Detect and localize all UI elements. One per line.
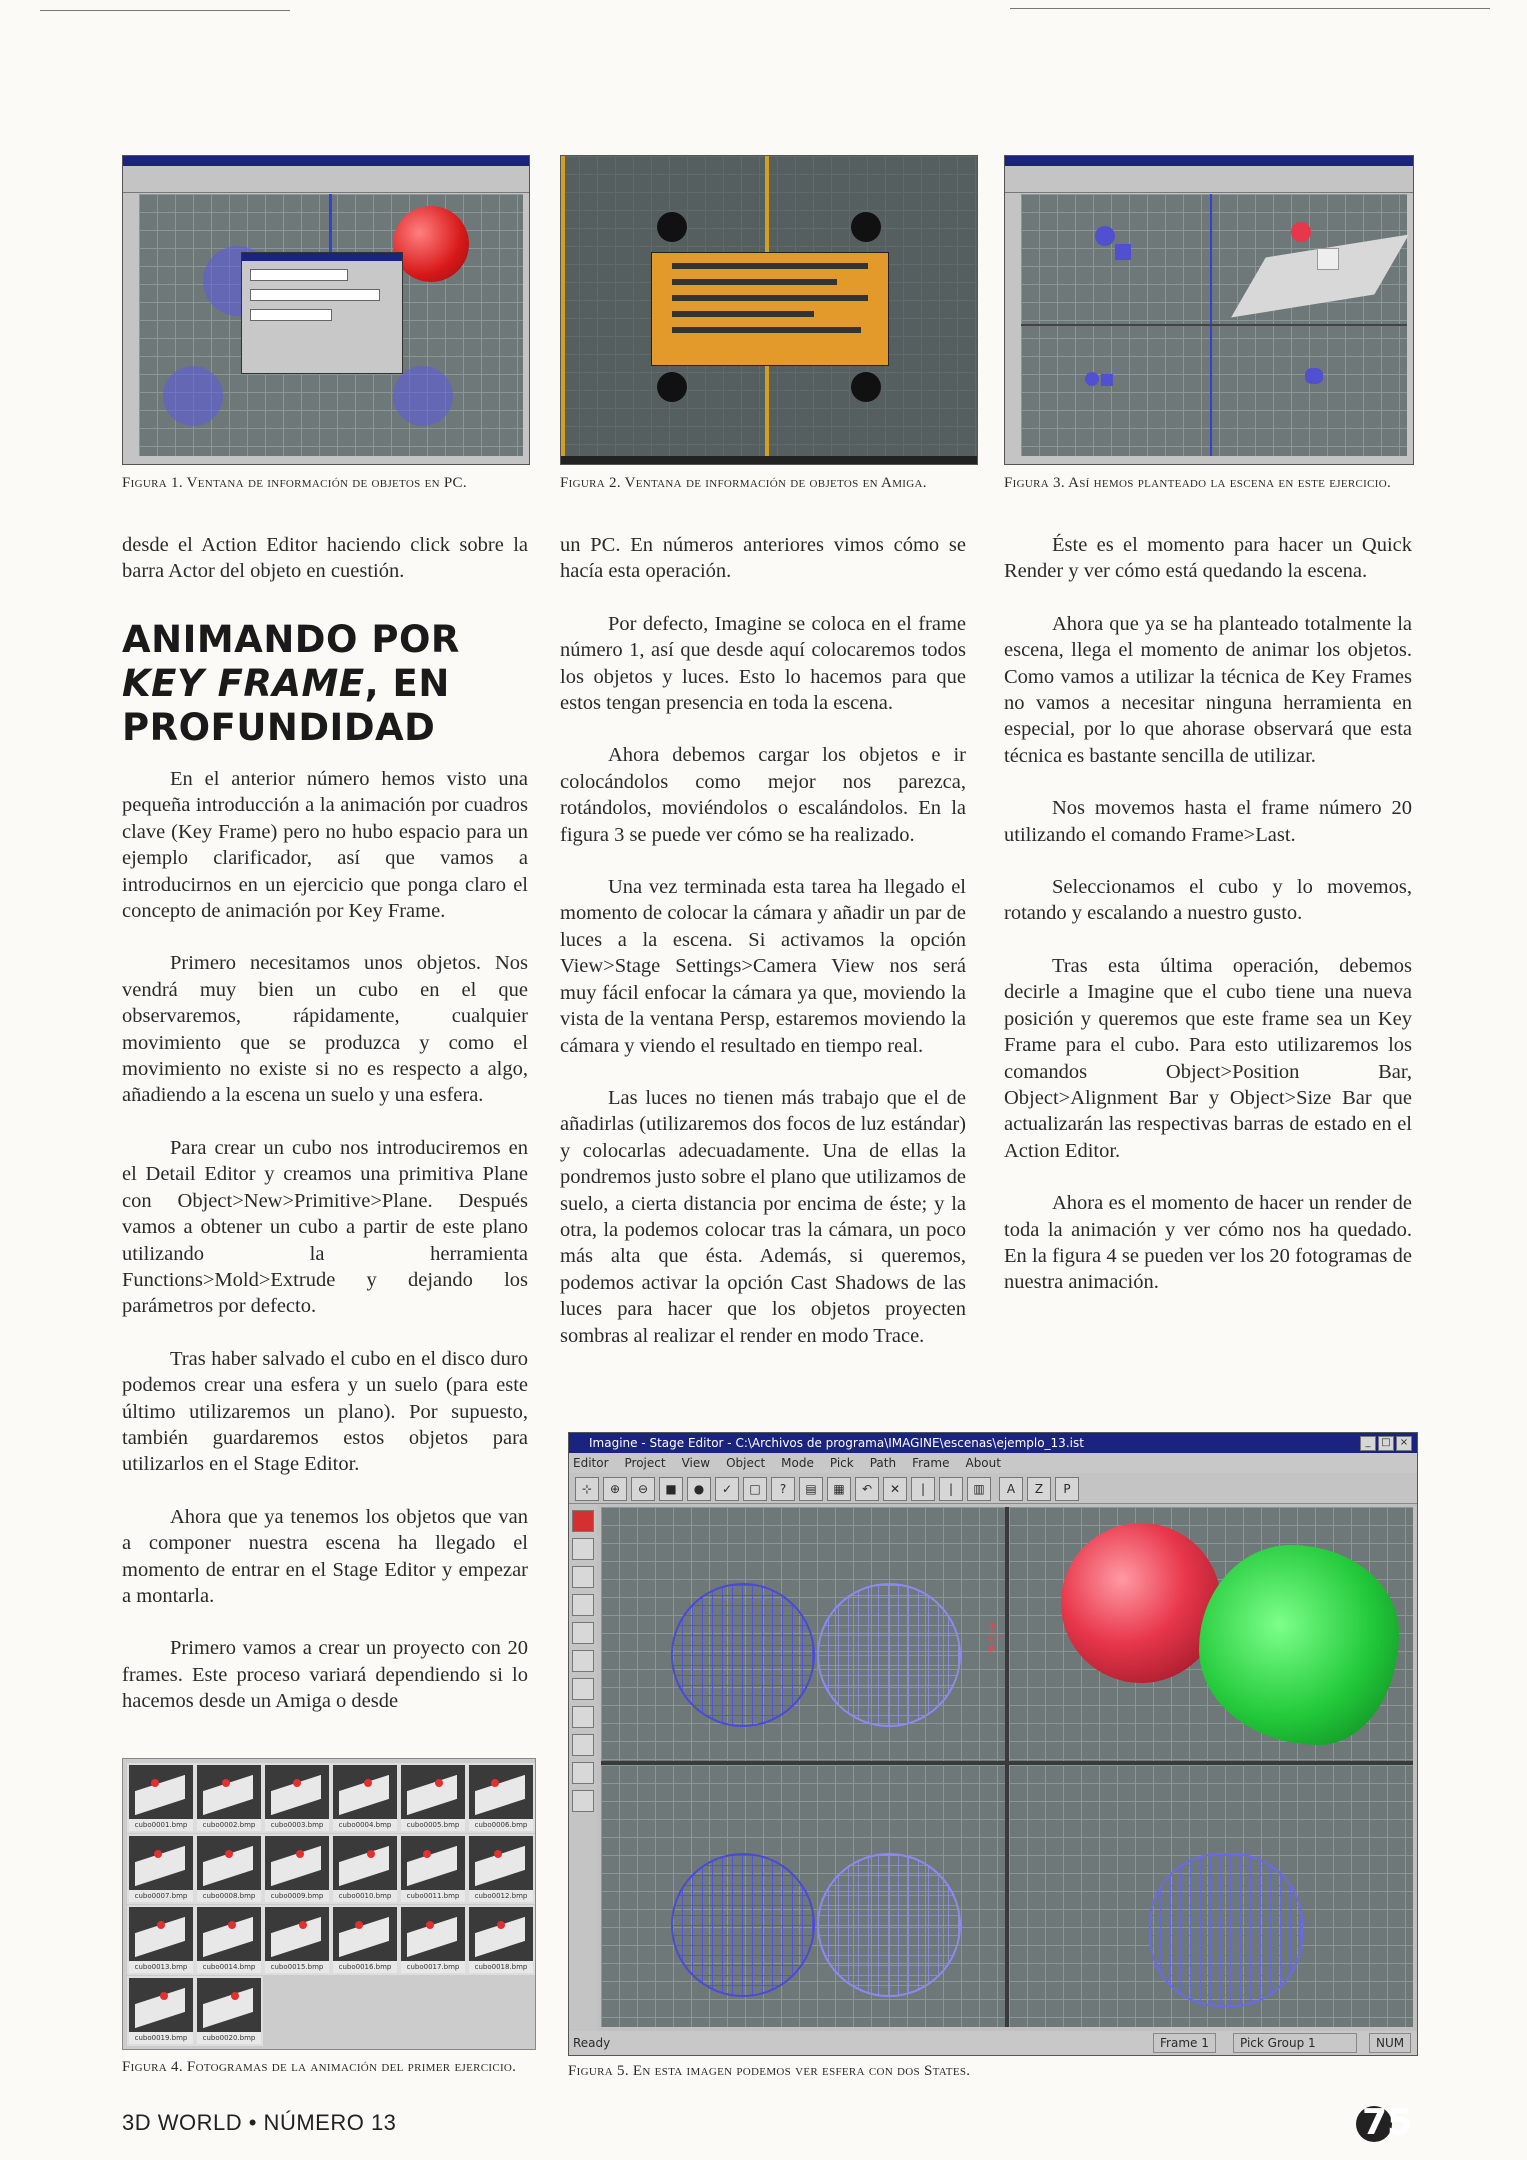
col1-intro: desde el Action Editor haciendo click sobre la barra Actor del objeto en cuestión. <box>122 534 528 583</box>
viewport-top-label: TOP <box>989 1623 997 1656</box>
delete-icon[interactable]: ✕ <box>883 1477 907 1501</box>
side-toolbar <box>569 1504 597 2031</box>
figure-5-stage-editor-window <box>568 1432 1418 2056</box>
thumbnail-label: cubo0005.bmp <box>401 1819 465 1831</box>
check-icon[interactable]: ✓ <box>715 1477 739 1501</box>
top-rule-right <box>1010 8 1490 9</box>
tool-icon[interactable] <box>572 1622 594 1644</box>
col3-paragraph: Ahora es el momento de hacer un render de toda la animación y ver cómo nos ha quedado. En la figura 4 se pueden ver los 20 fotogramas de nuestra animación. <box>1004 1192 1412 1294</box>
bar-icon[interactable]: | <box>939 1477 963 1501</box>
col3-paragraph: Éste es el momento para hacer un Quick Render y ver cómo está quedando la escena. <box>1004 534 1412 583</box>
col2-paragraph: Por defecto, Imagine se coloca en el frame número 1, así que desde aquí colocaremos todos los objetos y luces. Esto lo hacemos para que estos tengan presencia en toda la escena. <box>560 612 966 715</box>
menu-item-view[interactable]: View <box>681 1456 711 1470</box>
col1-paragraph: En el anterior número hemos visto una pequeña introducción a la animación por cuadros clave (Key Frame) pero no hubo espacio para un ejemplo clarificador, así que vamos a introducirnos en un ejercicio que ponga claro el concepto de animación por Key Frame. <box>122 768 528 923</box>
menu-item-object[interactable]: Object <box>726 1456 766 1470</box>
window-title: Imagine - Stage Editor - C:\Archivos de programa\IMAGINE\escenas\ejemplo_13.ist <box>569 1433 1417 1453</box>
animation-frame-thumbnail <box>331 1905 399 1975</box>
menu-item-frame[interactable]: Frame <box>912 1456 950 1470</box>
section-heading <box>122 618 528 750</box>
animation-frame-thumbnail <box>467 1834 535 1904</box>
thumbnail-label: cubo0015.bmp <box>265 1961 329 1973</box>
figure-4-thumbnails <box>122 1758 536 2050</box>
figure-3-caption-text: Así hemos planteado la escena en este ejercicio. <box>1068 475 1392 491</box>
zoom-out-icon[interactable]: ⊖ <box>631 1477 655 1501</box>
save-icon[interactable]: ▤ <box>799 1477 823 1501</box>
thumbnail-label: cubo0018.bmp <box>469 1961 533 1973</box>
col2-paragraph: un PC. En números anteriores vimos cómo se hacía esta operación. <box>560 534 966 583</box>
page-number: 75 <box>1362 2102 1413 2143</box>
view-z-button[interactable]: Z <box>1027 1477 1051 1501</box>
animation-frame-thumbnail <box>127 1763 195 1833</box>
status-pick: Pick Group 1 <box>1233 2033 1357 2053</box>
animation-frame-thumbnail <box>467 1905 535 1975</box>
col1-paragraph: Ahora que ya tenemos los objetos que van a componer nuestra escena ha llegado el momento de entrar en el Stage Editor y empezar a montarla. <box>122 1505 528 1607</box>
status-bar <box>569 2031 1417 2055</box>
magazine-footer: 3D WORLD • NÚMERO 13 <box>122 2110 397 2135</box>
menu-item-pick[interactable]: Pick <box>829 1456 854 1470</box>
col1-paragraph: Para crear un cubo nos introduciremos en el Detail Editor y creamos una primitiva Plane con Object>New>Primitive>Plane. Después vamos a obtener un cubo a partir de este plano utilizando la herramienta Functions>Mold>Extrude y dejando los parámetros por defecto. <box>122 1136 528 1318</box>
thumbnail-label: cubo0020.bmp <box>197 2032 261 2044</box>
view-p-button[interactable]: P <box>1055 1477 1079 1501</box>
column-1-body <box>122 766 528 1741</box>
col3-paragraph: Tras esta última operación, debemos decirle a Imagine que el cubo tiene una nueva posición y queremos que este frame sea un Key Frame para el cubo. Para esto utilizaremos los comandos Object>Position Bar, Object>Alignment Bar y Object>Size Bar que actualizarán las respectivas barras de estado en el Action Editor. <box>1004 954 1412 1162</box>
column-2 <box>560 532 966 1375</box>
menu-item-about[interactable]: About <box>965 1456 1001 1470</box>
column-3 <box>1004 532 1412 1322</box>
col3-paragraph: Nos movemos hasta el frame número 20 utilizando el comando Frame>Last. <box>1004 797 1412 846</box>
thumbnail-label: cubo0010.bmp <box>333 1890 397 1902</box>
disc-icon[interactable]: ● <box>687 1477 711 1501</box>
tool-icon[interactable] <box>572 1706 594 1728</box>
animation-frame-thumbnail <box>467 1763 535 1833</box>
thumbnail-label: cubo0003.bmp <box>265 1819 329 1831</box>
menu-item-project[interactable]: Project <box>624 1456 666 1470</box>
thumbnail-label: cubo0008.bmp <box>197 1890 261 1902</box>
red-sphere <box>1061 1523 1221 1683</box>
heading-line-2-rest: , EN <box>364 662 450 705</box>
animation-frame-thumbnail <box>127 1905 195 1975</box>
grid-icon[interactable]: ▦ <box>827 1477 851 1501</box>
thumbnail-label: cubo0004.bmp <box>333 1819 397 1831</box>
heading-line-3: PROFUNDIDAD <box>122 706 436 749</box>
animation-frame-thumbnail <box>195 1834 263 1904</box>
col2-paragraph: Las luces no tienen más trabajo que el de añadirlas (utilizaremos dos focos de luz estándar) y colocarlas adecuadamente. Una de ellas la pondremos justo sobre el plano que utilizamos de suelo, a cierta distancia por encima de éste; y la otra, la podemos colocar tras la cámara, un poco más alta que ésta. Además, si queremos, podemos activar la opción Cast Shadows de las luces para hacer que los objetos proyecten sombras al realizar el render en modo Trace. <box>560 1086 966 1347</box>
animation-frame-thumbnail <box>127 1834 195 1904</box>
status-num: NUM <box>1369 2033 1411 2053</box>
box-icon[interactable]: □ <box>743 1477 767 1501</box>
view-a-button[interactable]: A <box>999 1477 1023 1501</box>
figure-4-caption: Figura 4. Fotogramas de la animación del primer ejercicio. <box>122 2059 517 2075</box>
figure-3-caption-prefix: Figura 3. <box>1004 475 1065 491</box>
window-controls <box>1359 1436 1413 1454</box>
thumbnail-label: cubo0002.bmp <box>197 1819 261 1831</box>
status-ready: Ready <box>573 2036 611 2050</box>
animation-frame-thumbnail <box>399 1763 467 1833</box>
heading-line-1: ANIMANDO POR <box>122 618 460 661</box>
zoom-in-icon[interactable]: ⊕ <box>603 1477 627 1501</box>
wire-sphere-state <box>817 1583 961 1727</box>
wire-sphere-state <box>1149 1853 1303 2007</box>
light-icon[interactable] <box>572 1510 594 1532</box>
animation-frame-thumbnail <box>399 1905 467 1975</box>
figure-1-screenshot <box>122 155 530 465</box>
animation-frame-thumbnail <box>263 1834 331 1904</box>
help-icon[interactable]: ? <box>771 1477 795 1501</box>
wire-sphere <box>671 1583 815 1727</box>
figure-1-caption: Figura 1. Ventana de información de objetos en PC. <box>122 475 467 491</box>
col1-paragraph: Tras haber salvado el cubo en el disco duro podemos crear una esfera y un suelo (para este último utilizaremos un plano). Por supuesto, también guardaremos estos objetos para utilizarlos en el Stage Editor. <box>122 1347 528 1476</box>
animation-frame-thumbnail <box>331 1763 399 1833</box>
heading-line-2-italic: KEY FRAME <box>122 662 365 705</box>
thumbnail-label: cubo0011.bmp <box>401 1890 465 1902</box>
col3-paragraph: Ahora que ya se ha planteado totalmente la escena, llega el momento de animar los objetos. Como vamos a utilizar la técnica de Key Frames no vamos a necesitar ninguna herramienta en especial, por lo que ahorase observará que esta técnica es bastante sencilla de utilizar. <box>1004 612 1412 767</box>
thumbnail-label: cubo0014.bmp <box>197 1961 261 1973</box>
axis-icon[interactable] <box>572 1566 594 1588</box>
animation-frame-thumbnail <box>263 1905 331 1975</box>
tool-icon[interactable] <box>572 1734 594 1756</box>
figure-2-caption: Figura 2. Ventana de información de objetos en Amiga. <box>560 475 927 491</box>
animation-frame-thumbnail <box>195 1905 263 1975</box>
fill-icon[interactable]: ■ <box>659 1477 683 1501</box>
thumbnail-label: cubo0009.bmp <box>265 1890 329 1902</box>
thumbnail-label: cubo0006.bmp <box>469 1819 533 1831</box>
wire-sphere <box>671 1853 815 1997</box>
menu-item-editor[interactable]: Editor <box>573 1456 609 1470</box>
heading-line-2 <box>122 662 528 706</box>
tool-icon[interactable] <box>572 1678 594 1700</box>
animation-frame-thumbnail <box>127 1976 195 2046</box>
tool-icon[interactable] <box>572 1650 594 1672</box>
wire-sphere-state <box>817 1853 961 1997</box>
animation-frame-thumbnail <box>195 1763 263 1833</box>
maximize-icon[interactable]: □ <box>1378 1436 1394 1451</box>
animation-frame-thumbnail <box>399 1834 467 1904</box>
top-rule-left <box>40 10 290 11</box>
tool-icon[interactable] <box>572 1594 594 1616</box>
menu-bar <box>569 1453 1417 1473</box>
thumbnail-label: cubo0019.bmp <box>129 2032 193 2044</box>
col1-paragraph: Primero vamos a crear un proyecto con 20 frames. Este proceso variará dependiendo si lo hacemos desde un Amiga o desde <box>122 1637 528 1713</box>
figure-3-screenshot <box>1004 155 1414 465</box>
toolbar <box>569 1473 1417 1504</box>
bar-icon[interactable]: | <box>911 1477 935 1501</box>
animation-frame-thumbnail <box>195 1976 263 2046</box>
pointer-tool-icon[interactable]: ⊹ <box>575 1477 599 1501</box>
animation-frame-thumbnail <box>331 1834 399 1904</box>
thumbnail-label: cubo0012.bmp <box>469 1890 533 1902</box>
undo-icon[interactable]: ↶ <box>855 1477 879 1501</box>
figure-2-screenshot <box>560 155 978 465</box>
col2-paragraph: Una vez terminada esta tarea ha llegado el momento de colocar la cámara y añadir un par de luces a la escena. Si activamos la opción View>Stage Settings>Camera View nos será muy fácil enfocar la cámara ya que, moviendo la vista de la ventana Persp, estaremos moviendo la cámara y viendo el resultado en tiempo real. <box>560 876 966 1057</box>
col2-paragraph: Ahora debemos cargar los objetos e ir colocándolos como mejor nos parezca, rotándolos, moviéndolos o escalándolos. En la figura 3 se puede ver cómo se ha realizado. <box>560 744 966 846</box>
animation-frame-thumbnail <box>263 1763 331 1833</box>
close-icon[interactable]: × <box>1396 1436 1412 1451</box>
tool-icon[interactable] <box>572 1790 594 1812</box>
menu-item-mode[interactable]: Mode <box>781 1456 814 1470</box>
figure-5-caption: Figura 5. En esta imagen podemos ver esfera con dos States. <box>568 2063 971 2079</box>
thumbnail-label: cubo0016.bmp <box>333 1961 397 1973</box>
menu-item-path[interactable]: Path <box>869 1456 897 1470</box>
thumbnail-label: cubo0001.bmp <box>129 1819 193 1831</box>
layout-icon[interactable]: ▥ <box>967 1477 991 1501</box>
col3-paragraph: Seleccionamos el cubo y lo movemos, rotando y escalando a nuestro gusto. <box>1004 876 1412 925</box>
status-frame: Frame 1 <box>1153 2033 1216 2053</box>
thumbnail-label: cubo0013.bmp <box>129 1961 193 1973</box>
col1-paragraph: Primero necesitamos unos objetos. Nos vendrá muy bien un cubo en el que observaremos, rápidamente, cualquier movimiento que se produzca y como el movimiento no existe si no es respecto a algo, añadiendo a la escena un suelo y una esfera. <box>122 952 528 1107</box>
figure-3-caption <box>1004 474 1412 493</box>
column-1 <box>122 532 528 611</box>
tool-icon[interactable] <box>572 1762 594 1784</box>
minimize-icon[interactable]: _ <box>1360 1436 1376 1451</box>
thumbnail-label: cubo0017.bmp <box>401 1961 465 1973</box>
camera-icon[interactable] <box>572 1538 594 1560</box>
thumbnail-label: cubo0007.bmp <box>129 1890 193 1902</box>
